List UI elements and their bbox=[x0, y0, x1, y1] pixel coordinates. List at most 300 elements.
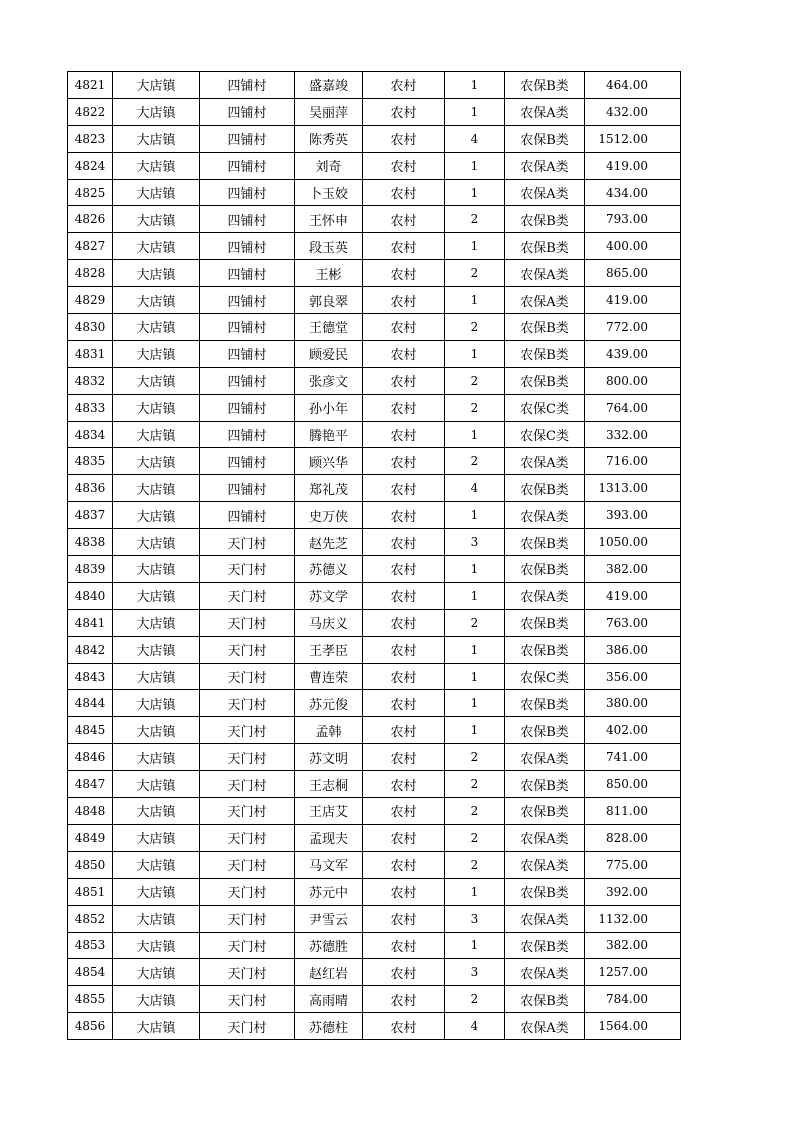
insurance-class-cell: 农保B类 bbox=[505, 529, 585, 556]
row-number-cell: 4844 bbox=[68, 690, 113, 717]
row-number-cell: 4830 bbox=[68, 314, 113, 341]
area-type-cell: 农村 bbox=[363, 556, 445, 583]
name-cell: 苏德胜 bbox=[295, 932, 363, 959]
household-count-cell: 2 bbox=[445, 798, 505, 825]
name-cell: 苏元俊 bbox=[295, 690, 363, 717]
insurance-class-cell: 农保C类 bbox=[505, 421, 585, 448]
amount-cell: 741.00 bbox=[585, 744, 681, 771]
town-cell: 大店镇 bbox=[113, 72, 200, 99]
area-type-cell: 农村 bbox=[363, 394, 445, 421]
town-cell: 大店镇 bbox=[113, 959, 200, 986]
insurance-class-cell: 农保B类 bbox=[505, 717, 585, 744]
row-number-cell: 4836 bbox=[68, 475, 113, 502]
row-number-cell: 4835 bbox=[68, 448, 113, 475]
household-count-cell: 1 bbox=[445, 690, 505, 717]
roster-table bbox=[67, 71, 681, 1040]
name-cell: 顾兴华 bbox=[295, 448, 363, 475]
village-cell: 天门村 bbox=[200, 690, 295, 717]
town-cell: 大店镇 bbox=[113, 287, 200, 314]
household-count-cell: 1 bbox=[445, 636, 505, 663]
table-row bbox=[68, 986, 681, 1013]
household-count-cell: 1 bbox=[445, 663, 505, 690]
household-count-cell: 1 bbox=[445, 233, 505, 260]
amount-cell: 1512.00 bbox=[585, 125, 681, 152]
village-cell: 四铺村 bbox=[200, 206, 295, 233]
household-count-cell: 4 bbox=[445, 125, 505, 152]
insurance-class-cell: 农保A类 bbox=[505, 582, 585, 609]
table-row bbox=[68, 878, 681, 905]
household-count-cell: 3 bbox=[445, 529, 505, 556]
village-cell: 四铺村 bbox=[200, 448, 295, 475]
table-row bbox=[68, 905, 681, 932]
amount-cell: 356.00 bbox=[585, 663, 681, 690]
name-cell: 王志桐 bbox=[295, 771, 363, 798]
row-number-cell: 4825 bbox=[68, 179, 113, 206]
row-number-cell: 4854 bbox=[68, 959, 113, 986]
village-cell: 天门村 bbox=[200, 824, 295, 851]
name-cell: 赵红岩 bbox=[295, 959, 363, 986]
row-number-cell: 4831 bbox=[68, 340, 113, 367]
insurance-class-cell: 农保A类 bbox=[505, 260, 585, 287]
amount-cell: 464.00 bbox=[585, 72, 681, 99]
name-cell: 陈秀英 bbox=[295, 125, 363, 152]
name-cell: 郭良翠 bbox=[295, 287, 363, 314]
table-row bbox=[68, 932, 681, 959]
village-cell: 四铺村 bbox=[200, 314, 295, 341]
name-cell: 腾艳平 bbox=[295, 421, 363, 448]
insurance-class-cell: 农保A类 bbox=[505, 959, 585, 986]
town-cell: 大店镇 bbox=[113, 421, 200, 448]
town-cell: 大店镇 bbox=[113, 582, 200, 609]
household-count-cell: 1 bbox=[445, 152, 505, 179]
row-number-cell: 4840 bbox=[68, 582, 113, 609]
household-count-cell: 1 bbox=[445, 98, 505, 125]
amount-cell: 775.00 bbox=[585, 851, 681, 878]
name-cell: 苏德柱 bbox=[295, 1013, 363, 1040]
village-cell: 天门村 bbox=[200, 609, 295, 636]
amount-cell: 393.00 bbox=[585, 502, 681, 529]
table-row bbox=[68, 609, 681, 636]
insurance-class-cell: 农保B类 bbox=[505, 609, 585, 636]
village-cell: 四铺村 bbox=[200, 421, 295, 448]
town-cell: 大店镇 bbox=[113, 744, 200, 771]
insurance-class-cell: 农保A类 bbox=[505, 287, 585, 314]
row-number-cell: 4823 bbox=[68, 125, 113, 152]
insurance-class-cell: 农保A类 bbox=[505, 448, 585, 475]
area-type-cell: 农村 bbox=[363, 72, 445, 99]
area-type-cell: 农村 bbox=[363, 878, 445, 905]
village-cell: 四铺村 bbox=[200, 394, 295, 421]
table-row bbox=[68, 260, 681, 287]
insurance-class-cell: 农保A类 bbox=[505, 1013, 585, 1040]
amount-cell: 1257.00 bbox=[585, 959, 681, 986]
area-type-cell: 农村 bbox=[363, 636, 445, 663]
town-cell: 大店镇 bbox=[113, 314, 200, 341]
household-count-cell: 1 bbox=[445, 72, 505, 99]
name-cell: 苏文学 bbox=[295, 582, 363, 609]
area-type-cell: 农村 bbox=[363, 609, 445, 636]
name-cell: 史万侠 bbox=[295, 502, 363, 529]
town-cell: 大店镇 bbox=[113, 125, 200, 152]
area-type-cell: 农村 bbox=[363, 98, 445, 125]
town-cell: 大店镇 bbox=[113, 529, 200, 556]
village-cell: 天门村 bbox=[200, 663, 295, 690]
insurance-class-cell: 农保B类 bbox=[505, 340, 585, 367]
name-cell: 孙小年 bbox=[295, 394, 363, 421]
household-count-cell: 1 bbox=[445, 340, 505, 367]
village-cell: 天门村 bbox=[200, 744, 295, 771]
name-cell: 尹雪云 bbox=[295, 905, 363, 932]
table-row bbox=[68, 233, 681, 260]
name-cell: 段玉英 bbox=[295, 233, 363, 260]
household-count-cell: 2 bbox=[445, 206, 505, 233]
table-row bbox=[68, 72, 681, 99]
row-number-cell: 4853 bbox=[68, 932, 113, 959]
name-cell: 郑礼茂 bbox=[295, 475, 363, 502]
household-count-cell: 4 bbox=[445, 475, 505, 502]
area-type-cell: 农村 bbox=[363, 206, 445, 233]
household-count-cell: 2 bbox=[445, 260, 505, 287]
village-cell: 四铺村 bbox=[200, 475, 295, 502]
area-type-cell: 农村 bbox=[363, 314, 445, 341]
amount-cell: 716.00 bbox=[585, 448, 681, 475]
table-row bbox=[68, 717, 681, 744]
amount-cell: 382.00 bbox=[585, 556, 681, 583]
town-cell: 大店镇 bbox=[113, 851, 200, 878]
table-row bbox=[68, 690, 681, 717]
amount-cell: 763.00 bbox=[585, 609, 681, 636]
amount-cell: 419.00 bbox=[585, 152, 681, 179]
insurance-class-cell: 农保A类 bbox=[505, 905, 585, 932]
table-row bbox=[68, 529, 681, 556]
amount-cell: 382.00 bbox=[585, 932, 681, 959]
name-cell: 王店艾 bbox=[295, 798, 363, 825]
amount-cell: 764.00 bbox=[585, 394, 681, 421]
village-cell: 天门村 bbox=[200, 1013, 295, 1040]
row-number-cell: 4851 bbox=[68, 878, 113, 905]
village-cell: 四铺村 bbox=[200, 72, 295, 99]
household-count-cell: 2 bbox=[445, 394, 505, 421]
table-row bbox=[68, 287, 681, 314]
table-row bbox=[68, 851, 681, 878]
amount-cell: 800.00 bbox=[585, 367, 681, 394]
insurance-class-cell: 农保B类 bbox=[505, 314, 585, 341]
town-cell: 大店镇 bbox=[113, 824, 200, 851]
area-type-cell: 农村 bbox=[363, 340, 445, 367]
name-cell: 刘奇 bbox=[295, 152, 363, 179]
village-cell: 四铺村 bbox=[200, 233, 295, 260]
insurance-class-cell: 农保B类 bbox=[505, 125, 585, 152]
name-cell: 苏元中 bbox=[295, 878, 363, 905]
village-cell: 天门村 bbox=[200, 636, 295, 663]
row-number-cell: 4855 bbox=[68, 986, 113, 1013]
insurance-class-cell: 农保B类 bbox=[505, 690, 585, 717]
area-type-cell: 农村 bbox=[363, 932, 445, 959]
town-cell: 大店镇 bbox=[113, 367, 200, 394]
amount-cell: 380.00 bbox=[585, 690, 681, 717]
name-cell: 顾爱民 bbox=[295, 340, 363, 367]
table-row bbox=[68, 206, 681, 233]
area-type-cell: 农村 bbox=[363, 421, 445, 448]
town-cell: 大店镇 bbox=[113, 878, 200, 905]
amount-cell: 419.00 bbox=[585, 287, 681, 314]
row-number-cell: 4843 bbox=[68, 663, 113, 690]
household-count-cell: 1 bbox=[445, 717, 505, 744]
town-cell: 大店镇 bbox=[113, 448, 200, 475]
village-cell: 天门村 bbox=[200, 932, 295, 959]
insurance-class-cell: 农保B类 bbox=[505, 367, 585, 394]
row-number-cell: 4838 bbox=[68, 529, 113, 556]
row-number-cell: 4828 bbox=[68, 260, 113, 287]
row-number-cell: 4829 bbox=[68, 287, 113, 314]
town-cell: 大店镇 bbox=[113, 260, 200, 287]
village-cell: 天门村 bbox=[200, 878, 295, 905]
amount-cell: 434.00 bbox=[585, 179, 681, 206]
area-type-cell: 农村 bbox=[363, 260, 445, 287]
town-cell: 大店镇 bbox=[113, 179, 200, 206]
town-cell: 大店镇 bbox=[113, 152, 200, 179]
town-cell: 大店镇 bbox=[113, 986, 200, 1013]
table-row bbox=[68, 340, 681, 367]
insurance-class-cell: 农保A类 bbox=[505, 152, 585, 179]
name-cell: 马文军 bbox=[295, 851, 363, 878]
town-cell: 大店镇 bbox=[113, 905, 200, 932]
area-type-cell: 农村 bbox=[363, 851, 445, 878]
area-type-cell: 农村 bbox=[363, 582, 445, 609]
row-number-cell: 4839 bbox=[68, 556, 113, 583]
area-type-cell: 农村 bbox=[363, 125, 445, 152]
table-row bbox=[68, 502, 681, 529]
area-type-cell: 农村 bbox=[363, 959, 445, 986]
row-number-cell: 4842 bbox=[68, 636, 113, 663]
amount-cell: 1050.00 bbox=[585, 529, 681, 556]
table-row bbox=[68, 179, 681, 206]
village-cell: 四铺村 bbox=[200, 502, 295, 529]
amount-cell: 850.00 bbox=[585, 771, 681, 798]
table-row bbox=[68, 959, 681, 986]
household-count-cell: 2 bbox=[445, 771, 505, 798]
amount-cell: 400.00 bbox=[585, 233, 681, 260]
town-cell: 大店镇 bbox=[113, 98, 200, 125]
town-cell: 大店镇 bbox=[113, 556, 200, 583]
table-row bbox=[68, 663, 681, 690]
village-cell: 天门村 bbox=[200, 556, 295, 583]
row-number-cell: 4824 bbox=[68, 152, 113, 179]
village-cell: 四铺村 bbox=[200, 340, 295, 367]
village-cell: 天门村 bbox=[200, 798, 295, 825]
insurance-class-cell: 农保A类 bbox=[505, 744, 585, 771]
household-count-cell: 3 bbox=[445, 959, 505, 986]
town-cell: 大店镇 bbox=[113, 663, 200, 690]
table-row bbox=[68, 636, 681, 663]
household-count-cell: 1 bbox=[445, 932, 505, 959]
name-cell: 孟韩 bbox=[295, 717, 363, 744]
household-count-cell: 4 bbox=[445, 1013, 505, 1040]
name-cell: 王孝臣 bbox=[295, 636, 363, 663]
village-cell: 天门村 bbox=[200, 582, 295, 609]
table-row bbox=[68, 771, 681, 798]
roster-body bbox=[68, 72, 681, 1040]
household-count-cell: 2 bbox=[445, 986, 505, 1013]
insurance-class-cell: 农保A类 bbox=[505, 179, 585, 206]
table-row bbox=[68, 152, 681, 179]
row-number-cell: 4847 bbox=[68, 771, 113, 798]
insurance-class-cell: 农保C类 bbox=[505, 663, 585, 690]
town-cell: 大店镇 bbox=[113, 233, 200, 260]
table-row bbox=[68, 556, 681, 583]
area-type-cell: 农村 bbox=[363, 502, 445, 529]
name-cell: 张彦文 bbox=[295, 367, 363, 394]
town-cell: 大店镇 bbox=[113, 340, 200, 367]
table-row bbox=[68, 421, 681, 448]
amount-cell: 772.00 bbox=[585, 314, 681, 341]
village-cell: 四铺村 bbox=[200, 98, 295, 125]
amount-cell: 332.00 bbox=[585, 421, 681, 448]
insurance-class-cell: 农保B类 bbox=[505, 878, 585, 905]
town-cell: 大店镇 bbox=[113, 932, 200, 959]
table-row bbox=[68, 367, 681, 394]
area-type-cell: 农村 bbox=[363, 771, 445, 798]
name-cell: 赵先芝 bbox=[295, 529, 363, 556]
name-cell: 吴丽萍 bbox=[295, 98, 363, 125]
name-cell: 马庆义 bbox=[295, 609, 363, 636]
town-cell: 大店镇 bbox=[113, 798, 200, 825]
table-row bbox=[68, 98, 681, 125]
town-cell: 大店镇 bbox=[113, 717, 200, 744]
row-number-cell: 4832 bbox=[68, 367, 113, 394]
area-type-cell: 农村 bbox=[363, 824, 445, 851]
town-cell: 大店镇 bbox=[113, 394, 200, 421]
household-count-cell: 1 bbox=[445, 287, 505, 314]
name-cell: 高雨晴 bbox=[295, 986, 363, 1013]
area-type-cell: 农村 bbox=[363, 905, 445, 932]
town-cell: 大店镇 bbox=[113, 475, 200, 502]
village-cell: 天门村 bbox=[200, 529, 295, 556]
town-cell: 大店镇 bbox=[113, 1013, 200, 1040]
table-row bbox=[68, 744, 681, 771]
name-cell: 王怀申 bbox=[295, 206, 363, 233]
household-count-cell: 1 bbox=[445, 582, 505, 609]
name-cell: 王彬 bbox=[295, 260, 363, 287]
insurance-class-cell: 农保B类 bbox=[505, 932, 585, 959]
village-cell: 四铺村 bbox=[200, 152, 295, 179]
row-number-cell: 4834 bbox=[68, 421, 113, 448]
row-number-cell: 4826 bbox=[68, 206, 113, 233]
amount-cell: 784.00 bbox=[585, 986, 681, 1013]
amount-cell: 392.00 bbox=[585, 878, 681, 905]
household-count-cell: 1 bbox=[445, 179, 505, 206]
amount-cell: 432.00 bbox=[585, 98, 681, 125]
household-count-cell: 2 bbox=[445, 314, 505, 341]
amount-cell: 1564.00 bbox=[585, 1013, 681, 1040]
household-count-cell: 2 bbox=[445, 744, 505, 771]
row-number-cell: 4849 bbox=[68, 824, 113, 851]
village-cell: 天门村 bbox=[200, 717, 295, 744]
town-cell: 大店镇 bbox=[113, 771, 200, 798]
insurance-class-cell: 农保C类 bbox=[505, 394, 585, 421]
name-cell: 曹连荣 bbox=[295, 663, 363, 690]
amount-cell: 402.00 bbox=[585, 717, 681, 744]
name-cell: 王德堂 bbox=[295, 314, 363, 341]
table-row bbox=[68, 582, 681, 609]
amount-cell: 828.00 bbox=[585, 824, 681, 851]
insurance-class-cell: 农保A类 bbox=[505, 824, 585, 851]
town-cell: 大店镇 bbox=[113, 502, 200, 529]
row-number-cell: 4827 bbox=[68, 233, 113, 260]
insurance-class-cell: 农保A类 bbox=[505, 98, 585, 125]
area-type-cell: 农村 bbox=[363, 152, 445, 179]
household-count-cell: 1 bbox=[445, 421, 505, 448]
area-type-cell: 农村 bbox=[363, 798, 445, 825]
area-type-cell: 农村 bbox=[363, 367, 445, 394]
table-row bbox=[68, 798, 681, 825]
area-type-cell: 农村 bbox=[363, 529, 445, 556]
town-cell: 大店镇 bbox=[113, 636, 200, 663]
area-type-cell: 农村 bbox=[363, 1013, 445, 1040]
amount-cell: 1132.00 bbox=[585, 905, 681, 932]
area-type-cell: 农村 bbox=[363, 287, 445, 314]
table-row bbox=[68, 824, 681, 851]
household-count-cell: 2 bbox=[445, 824, 505, 851]
village-cell: 天门村 bbox=[200, 986, 295, 1013]
amount-cell: 811.00 bbox=[585, 798, 681, 825]
village-cell: 天门村 bbox=[200, 905, 295, 932]
insurance-class-cell: 农保A类 bbox=[505, 851, 585, 878]
table-row bbox=[68, 1013, 681, 1040]
amount-cell: 386.00 bbox=[585, 636, 681, 663]
row-number-cell: 4822 bbox=[68, 98, 113, 125]
row-number-cell: 4850 bbox=[68, 851, 113, 878]
household-count-cell: 3 bbox=[445, 905, 505, 932]
row-number-cell: 4852 bbox=[68, 905, 113, 932]
name-cell: 苏德义 bbox=[295, 556, 363, 583]
row-number-cell: 4837 bbox=[68, 502, 113, 529]
row-number-cell: 4833 bbox=[68, 394, 113, 421]
name-cell: 苏文明 bbox=[295, 744, 363, 771]
household-count-cell: 1 bbox=[445, 878, 505, 905]
area-type-cell: 农村 bbox=[363, 448, 445, 475]
amount-cell: 793.00 bbox=[585, 206, 681, 233]
name-cell: 孟现夫 bbox=[295, 824, 363, 851]
household-count-cell: 2 bbox=[445, 448, 505, 475]
table-row bbox=[68, 394, 681, 421]
town-cell: 大店镇 bbox=[113, 206, 200, 233]
amount-cell: 1313.00 bbox=[585, 475, 681, 502]
insurance-class-cell: 农保B类 bbox=[505, 206, 585, 233]
row-number-cell: 4848 bbox=[68, 798, 113, 825]
insurance-class-cell: 农保B类 bbox=[505, 556, 585, 583]
name-cell: 盛嘉竣 bbox=[295, 72, 363, 99]
household-count-cell: 2 bbox=[445, 367, 505, 394]
village-cell: 天门村 bbox=[200, 959, 295, 986]
town-cell: 大店镇 bbox=[113, 609, 200, 636]
area-type-cell: 农村 bbox=[363, 663, 445, 690]
table-row bbox=[68, 448, 681, 475]
insurance-class-cell: 农保B类 bbox=[505, 986, 585, 1013]
insurance-class-cell: 农保B类 bbox=[505, 636, 585, 663]
table-row bbox=[68, 314, 681, 341]
village-cell: 四铺村 bbox=[200, 260, 295, 287]
row-number-cell: 4841 bbox=[68, 609, 113, 636]
insurance-class-cell: 农保B类 bbox=[505, 72, 585, 99]
household-count-cell: 2 bbox=[445, 851, 505, 878]
area-type-cell: 农村 bbox=[363, 744, 445, 771]
village-cell: 四铺村 bbox=[200, 125, 295, 152]
row-number-cell: 4821 bbox=[68, 72, 113, 99]
amount-cell: 865.00 bbox=[585, 260, 681, 287]
town-cell: 大店镇 bbox=[113, 690, 200, 717]
insurance-class-cell: 农保B类 bbox=[505, 233, 585, 260]
